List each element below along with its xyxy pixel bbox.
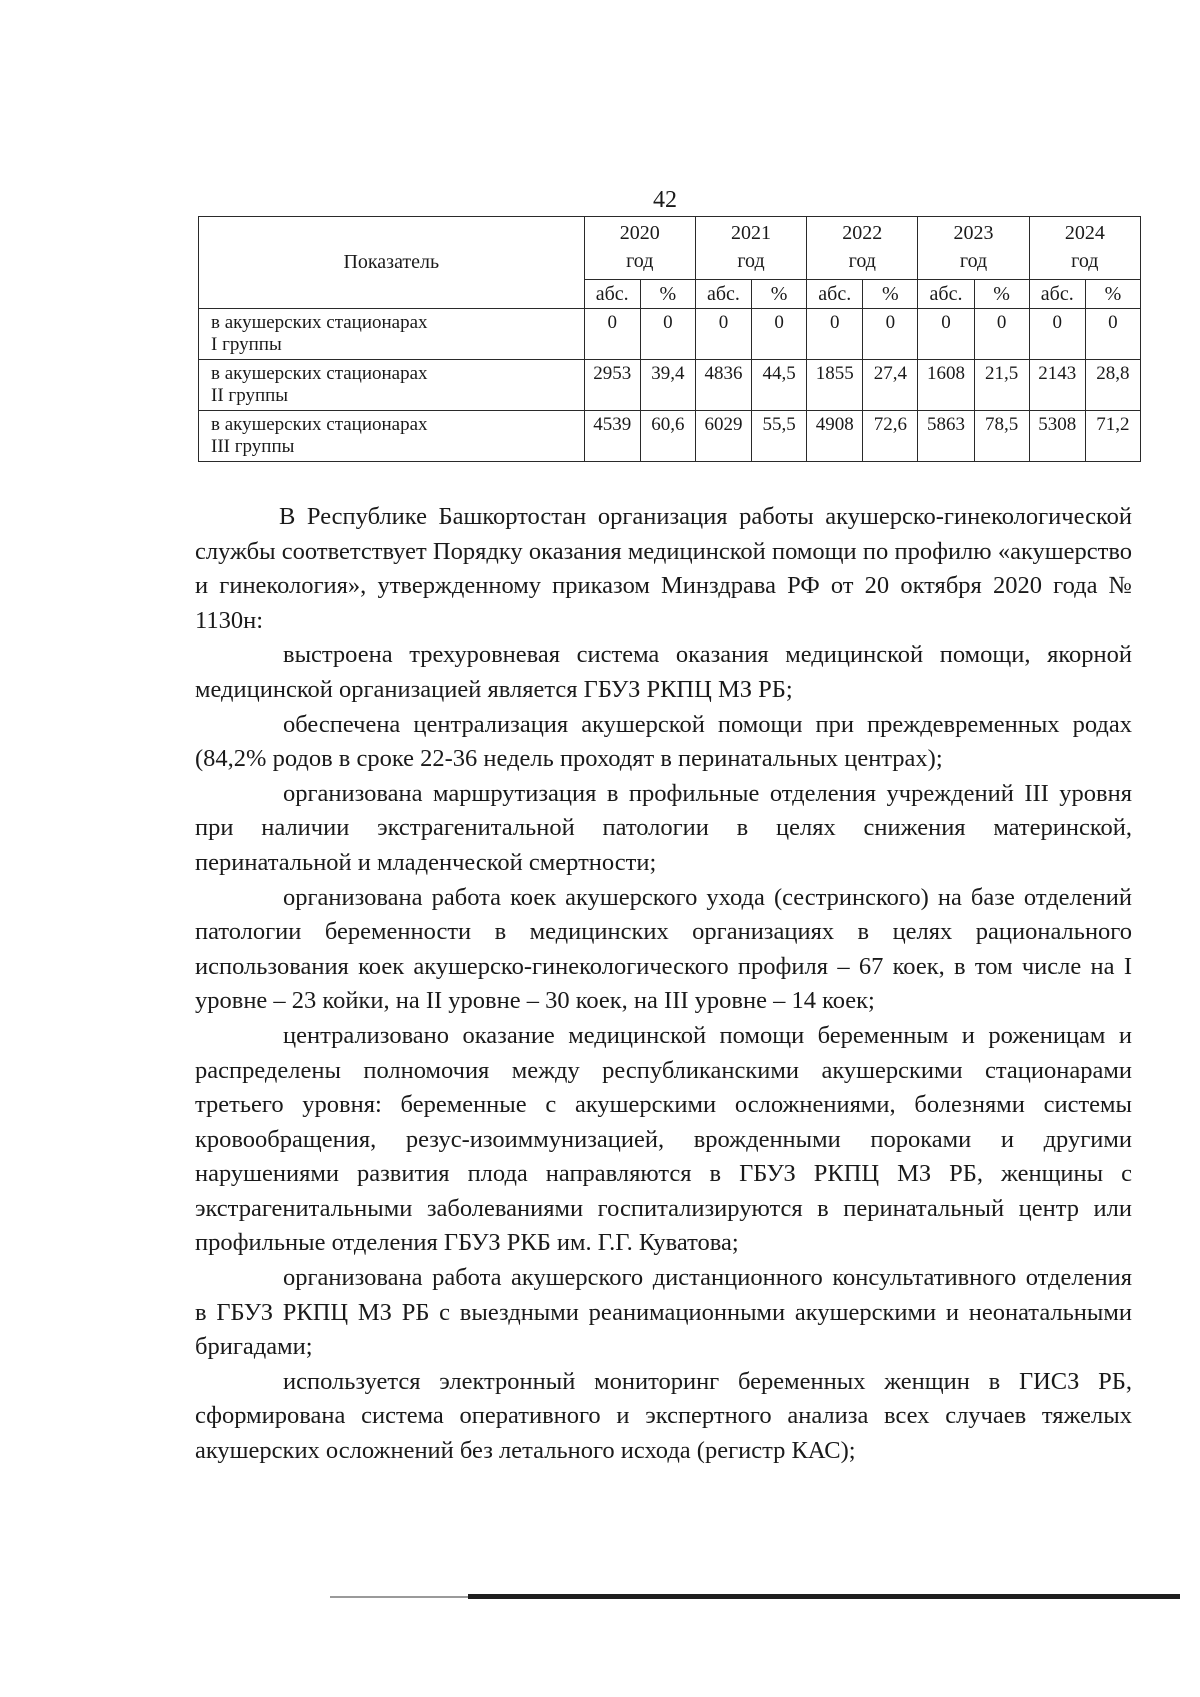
bottom-rule-fade xyxy=(330,1596,470,1598)
abs-header: абс. xyxy=(1029,280,1085,309)
paragraph-intro: В Республике Башкортостан организация работы акушерско-гинекологической службы соответствует Порядку оказания медицинской помощи по профилю «акушерство и гинекология», утвержденному приказом Минздрава РФ от 20 октября 2020 года № 1130н: xyxy=(195,503,1132,634)
table-header-row xyxy=(199,217,1141,280)
paragraph-item: организована маршрутизация в профильные отделения учреждений III уровня при наличии экстрагенитальной патологии в целях снижения материнской, перинатальной и младенческой смертности; xyxy=(195,779,1132,876)
abs-header: абс. xyxy=(807,280,863,309)
row-label: в акушерских стационарах II группы xyxy=(199,360,585,411)
table-cell: 71,2 xyxy=(1085,411,1140,462)
pct-header: % xyxy=(752,280,807,309)
year-header-2023: 2023 год xyxy=(918,217,1029,280)
paragraph-item: организована работа акушерского дистанционного консультативного отделения в ГБУЗ РКПЦ МЗ РБ с выездными реанимационными акушерскими и неонатальными бригадами; xyxy=(195,1264,1132,1361)
table-cell: 0 xyxy=(752,309,807,360)
pct-header: % xyxy=(974,280,1029,309)
table-cell: 0 xyxy=(918,309,974,360)
year-header-2020: 2020 год xyxy=(584,217,695,280)
year-header-2021: 2021 год xyxy=(695,217,806,280)
year-header-2024: 2024 год xyxy=(1029,217,1140,280)
paragraph-item: централизовано оказание медицинской помощи беременным и роженицам и распределены полномочия между республиканскими акушерскими стационарами третьего уровня: беременные с акушерскими осложнениями, болезнями системы кровообращения, резус-изоиммунизацией, врожденными пороками и другими нарушениями развития плода направляются в ГБУЗ РКПЦ МЗ РБ, женщины с экстрагенитальными заболеваниями госпитализируются в перинатальный центр или профильные отделения ГБУЗ РКБ им. Г.Г. Куватова; xyxy=(195,1021,1132,1257)
table-cell: 1855 xyxy=(807,360,863,411)
abs-header: абс. xyxy=(918,280,974,309)
table-cell: 39,4 xyxy=(640,360,695,411)
table-cell: 44,5 xyxy=(752,360,807,411)
table-cell: 2953 xyxy=(584,360,640,411)
table-cell: 55,5 xyxy=(752,411,807,462)
table-cell: 0 xyxy=(807,309,863,360)
pct-header: % xyxy=(640,280,695,309)
abs-header: абс. xyxy=(695,280,751,309)
paragraph-item: используется электронный мониторинг беременных женщин в ГИСЗ РБ, сформирована система оперативного и экспертного анализа всех случаев тяжелых акушерских осложнений без летального исхода (регистр КАС); xyxy=(195,1367,1132,1465)
paragraph-item: обеспечена централизация акушерской помощи при преждевременных родах (84,2% родов в сроке 22-36 недель проходят в перинатальных центрах); xyxy=(195,710,1132,773)
table-cell: 60,6 xyxy=(640,411,695,462)
table-cell: 4836 xyxy=(695,360,751,411)
table-cell: 0 xyxy=(974,309,1029,360)
table-cell: 1608 xyxy=(918,360,974,411)
indicator-header: Показатель xyxy=(199,217,585,309)
pct-header: % xyxy=(863,280,918,309)
table-cell: 5863 xyxy=(918,411,974,462)
table-cell: 21,5 xyxy=(974,360,1029,411)
table-cell: 6029 xyxy=(695,411,751,462)
row-label: в акушерских стационарах III группы xyxy=(199,411,585,462)
paragraph-item: организована работа коек акушерского ухода (сестринского) на базе отделений патологии беременности в медицинских организациях в целях рационального использования коек акушерско-гинекологического профиля – 67 коек, в том числе на I уровне – 23 койки, на II уровне – 30 коек, на III уровне – 14 коек; xyxy=(195,883,1132,1015)
table-cell: 0 xyxy=(1029,309,1085,360)
table-cell: 28,8 xyxy=(1085,360,1140,411)
paragraph-item: выстроена трехуровневая система оказания медицинской помощи, якорной медицинской организацией является ГБУЗ РКПЦ МЗ РБ; xyxy=(195,641,1132,703)
table-cell: 5308 xyxy=(1029,411,1085,462)
table-cell: 0 xyxy=(584,309,640,360)
table-cell: 0 xyxy=(640,309,695,360)
table-cell: 72,6 xyxy=(863,411,918,462)
abs-header: абс. xyxy=(584,280,640,309)
table-cell: 78,5 xyxy=(974,411,1029,462)
body-text xyxy=(195,500,1132,1469)
table-row xyxy=(199,360,1141,411)
table-cell: 4908 xyxy=(807,411,863,462)
table-cell: 0 xyxy=(863,309,918,360)
pct-header: % xyxy=(1085,280,1140,309)
bottom-rule xyxy=(468,1594,1180,1599)
table-cell: 0 xyxy=(1085,309,1140,360)
table-cell: 4539 xyxy=(584,411,640,462)
page-number: 42 xyxy=(653,187,677,213)
table-cell: 0 xyxy=(695,309,751,360)
row-label: в акушерских стационарах I группы xyxy=(199,309,585,360)
table-row xyxy=(199,309,1141,360)
statistics-table xyxy=(198,216,1141,462)
table-cell: 2143 xyxy=(1029,360,1085,411)
year-header-2022: 2022 год xyxy=(807,217,918,280)
table-cell: 27,4 xyxy=(863,360,918,411)
table-row xyxy=(199,411,1141,462)
